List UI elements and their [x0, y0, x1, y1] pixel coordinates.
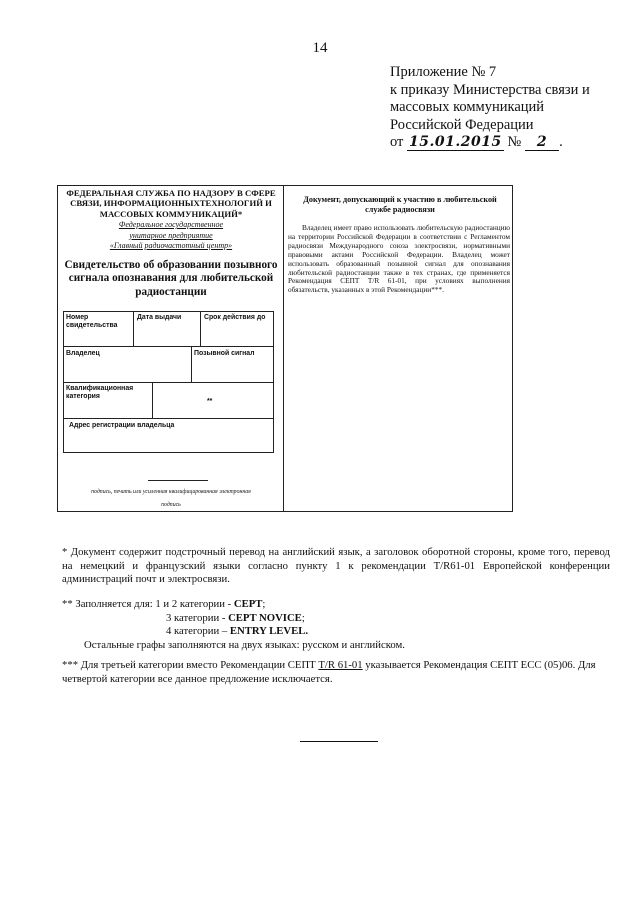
appendix-line-2: к приказу Министерства связи и: [390, 81, 590, 98]
footnote-3-recommendation: T/R 61-01: [318, 659, 363, 671]
page-number: 14: [312, 40, 328, 56]
appendix-line-4: Российской Федерации: [390, 116, 534, 133]
footnote-2-line-2: [62, 612, 610, 626]
footnote-2-line-3-text: 4 категории –: [166, 625, 230, 638]
qualification-mark: **: [207, 398, 213, 405]
footnote-2-line-2-text: 3 категории -: [166, 611, 229, 624]
signature-caption-2: подпись: [161, 502, 181, 508]
issue-date-label: Дата выдачи: [137, 314, 182, 321]
cert-number-label: Номер свидетельства: [66, 314, 118, 330]
footnote-2-line-3-bold: ENTRY LEVEL.: [229, 625, 309, 638]
footnote-2-line-1-bold: CEPT: [233, 598, 263, 610]
validity-field: [200, 311, 274, 347]
cert-number-field: [63, 311, 134, 347]
org-line-1: Федеральное государственное: [118, 220, 224, 229]
footnote-2-line-1: [62, 598, 610, 612]
qualification-label: Квалификационная категория: [66, 385, 134, 401]
appendix-line-3: массовых коммуникаций: [390, 99, 545, 115]
validity-label: Срок действия до: [204, 314, 266, 321]
footnote-1: * Документ содержит подстрочный перевод на английский язык, а заголовок оборотной стороны, кроме того, перевод на немецкий и французский языки согласно пункту 1 к рекомендации T/R61-01 Европейской конференции администраций почт и электросвязи.: [62, 546, 610, 586]
date-line-end: .: [559, 134, 563, 150]
org-line-2: унитарное предприятие: [129, 230, 213, 240]
signature-line: [148, 480, 208, 481]
number-prefix: №: [507, 134, 522, 150]
appendix-header: [390, 64, 630, 152]
certificate-title: Свидетельство об образовании позывного сигнала опознавания для любительской радиостанции: [64, 259, 278, 298]
owner-field: [63, 346, 192, 383]
qualification-value-field: [152, 382, 274, 419]
footnote-3: [62, 659, 610, 686]
call-sign-field: [191, 346, 274, 383]
signature-caption-1: подпись, печать или усиленная квалифицированная электронная: [91, 489, 251, 495]
footnote-2-line-3: [62, 625, 610, 639]
right-body-text: Владелец имеет право использовать любительскую радиостанцию на территории Российской Федерации в соответствии с Регламентом радиосвязи Международного союза электросвязи, нормативными правовыми актами Российской Федерации. Владелец может использовать образованный позывной сигнал для опознавания любительской радиостанции также в тех странах, где применяется Рекомендация СЕПТ T/R 61-01, при условиях выполнения обязательств, указанных в этой Рекомендации***.: [288, 223, 510, 295]
handwritten-number: 2: [525, 134, 559, 151]
footnote-2: [62, 598, 610, 652]
agency-heading: ФЕДЕРАЛЬНАЯ СЛУЖБА ПО НАДЗОРУ В СФЕРЕ СВЯЗИ, ИНФОРМАЦИОННЫХТЕХНОЛОГИЙ И МАССОВЫХ КОММУНИКАЦИЙ*: [66, 188, 276, 219]
footnote-2-line-1-text: ** Заполняется для: 1 и 2 категории -: [62, 598, 234, 610]
organization-name: [60, 220, 282, 252]
call-sign-label: Позывной сигнал: [194, 350, 255, 357]
footnote-2-line-2-bold: CEPT NOVICE: [228, 611, 302, 624]
footnote-3-suffix: указывается Рекомендация СЕПТ ECC (05)06. Для четвертой категории все данное предложение исключается.: [62, 659, 596, 685]
footnote-2-line-4: Остальные графы заполняются на двух языках: русском и английском.: [84, 638, 405, 651]
qualification-field: [63, 382, 153, 419]
signature-caption: [60, 486, 282, 512]
owner-label: Владелец: [66, 350, 100, 357]
org-line-3: «Главный радиочастотный центр»: [109, 241, 233, 250]
appendix-line-1: Приложение № 7: [390, 64, 497, 80]
handwritten-date: 15.01.2015: [409, 134, 502, 150]
footnote-2-line-1-end: ;: [262, 598, 266, 610]
form-divider: [283, 185, 284, 512]
issue-date-field: [133, 311, 201, 347]
date-prefix: от: [390, 134, 404, 150]
footnote-2-line-2-end: ;: [301, 611, 305, 624]
footnote-3-text: *** Для третьей категории вместо Рекомендации СЕПТ: [62, 659, 319, 671]
end-separator: [300, 741, 378, 742]
appendix-date-line: [390, 134, 630, 152]
address-label: Адрес регистрации владельца: [69, 422, 175, 429]
address-field: [63, 418, 274, 453]
right-heading: Документ, допускающий к участию в любительской службе радиосвязи: [303, 195, 497, 214]
